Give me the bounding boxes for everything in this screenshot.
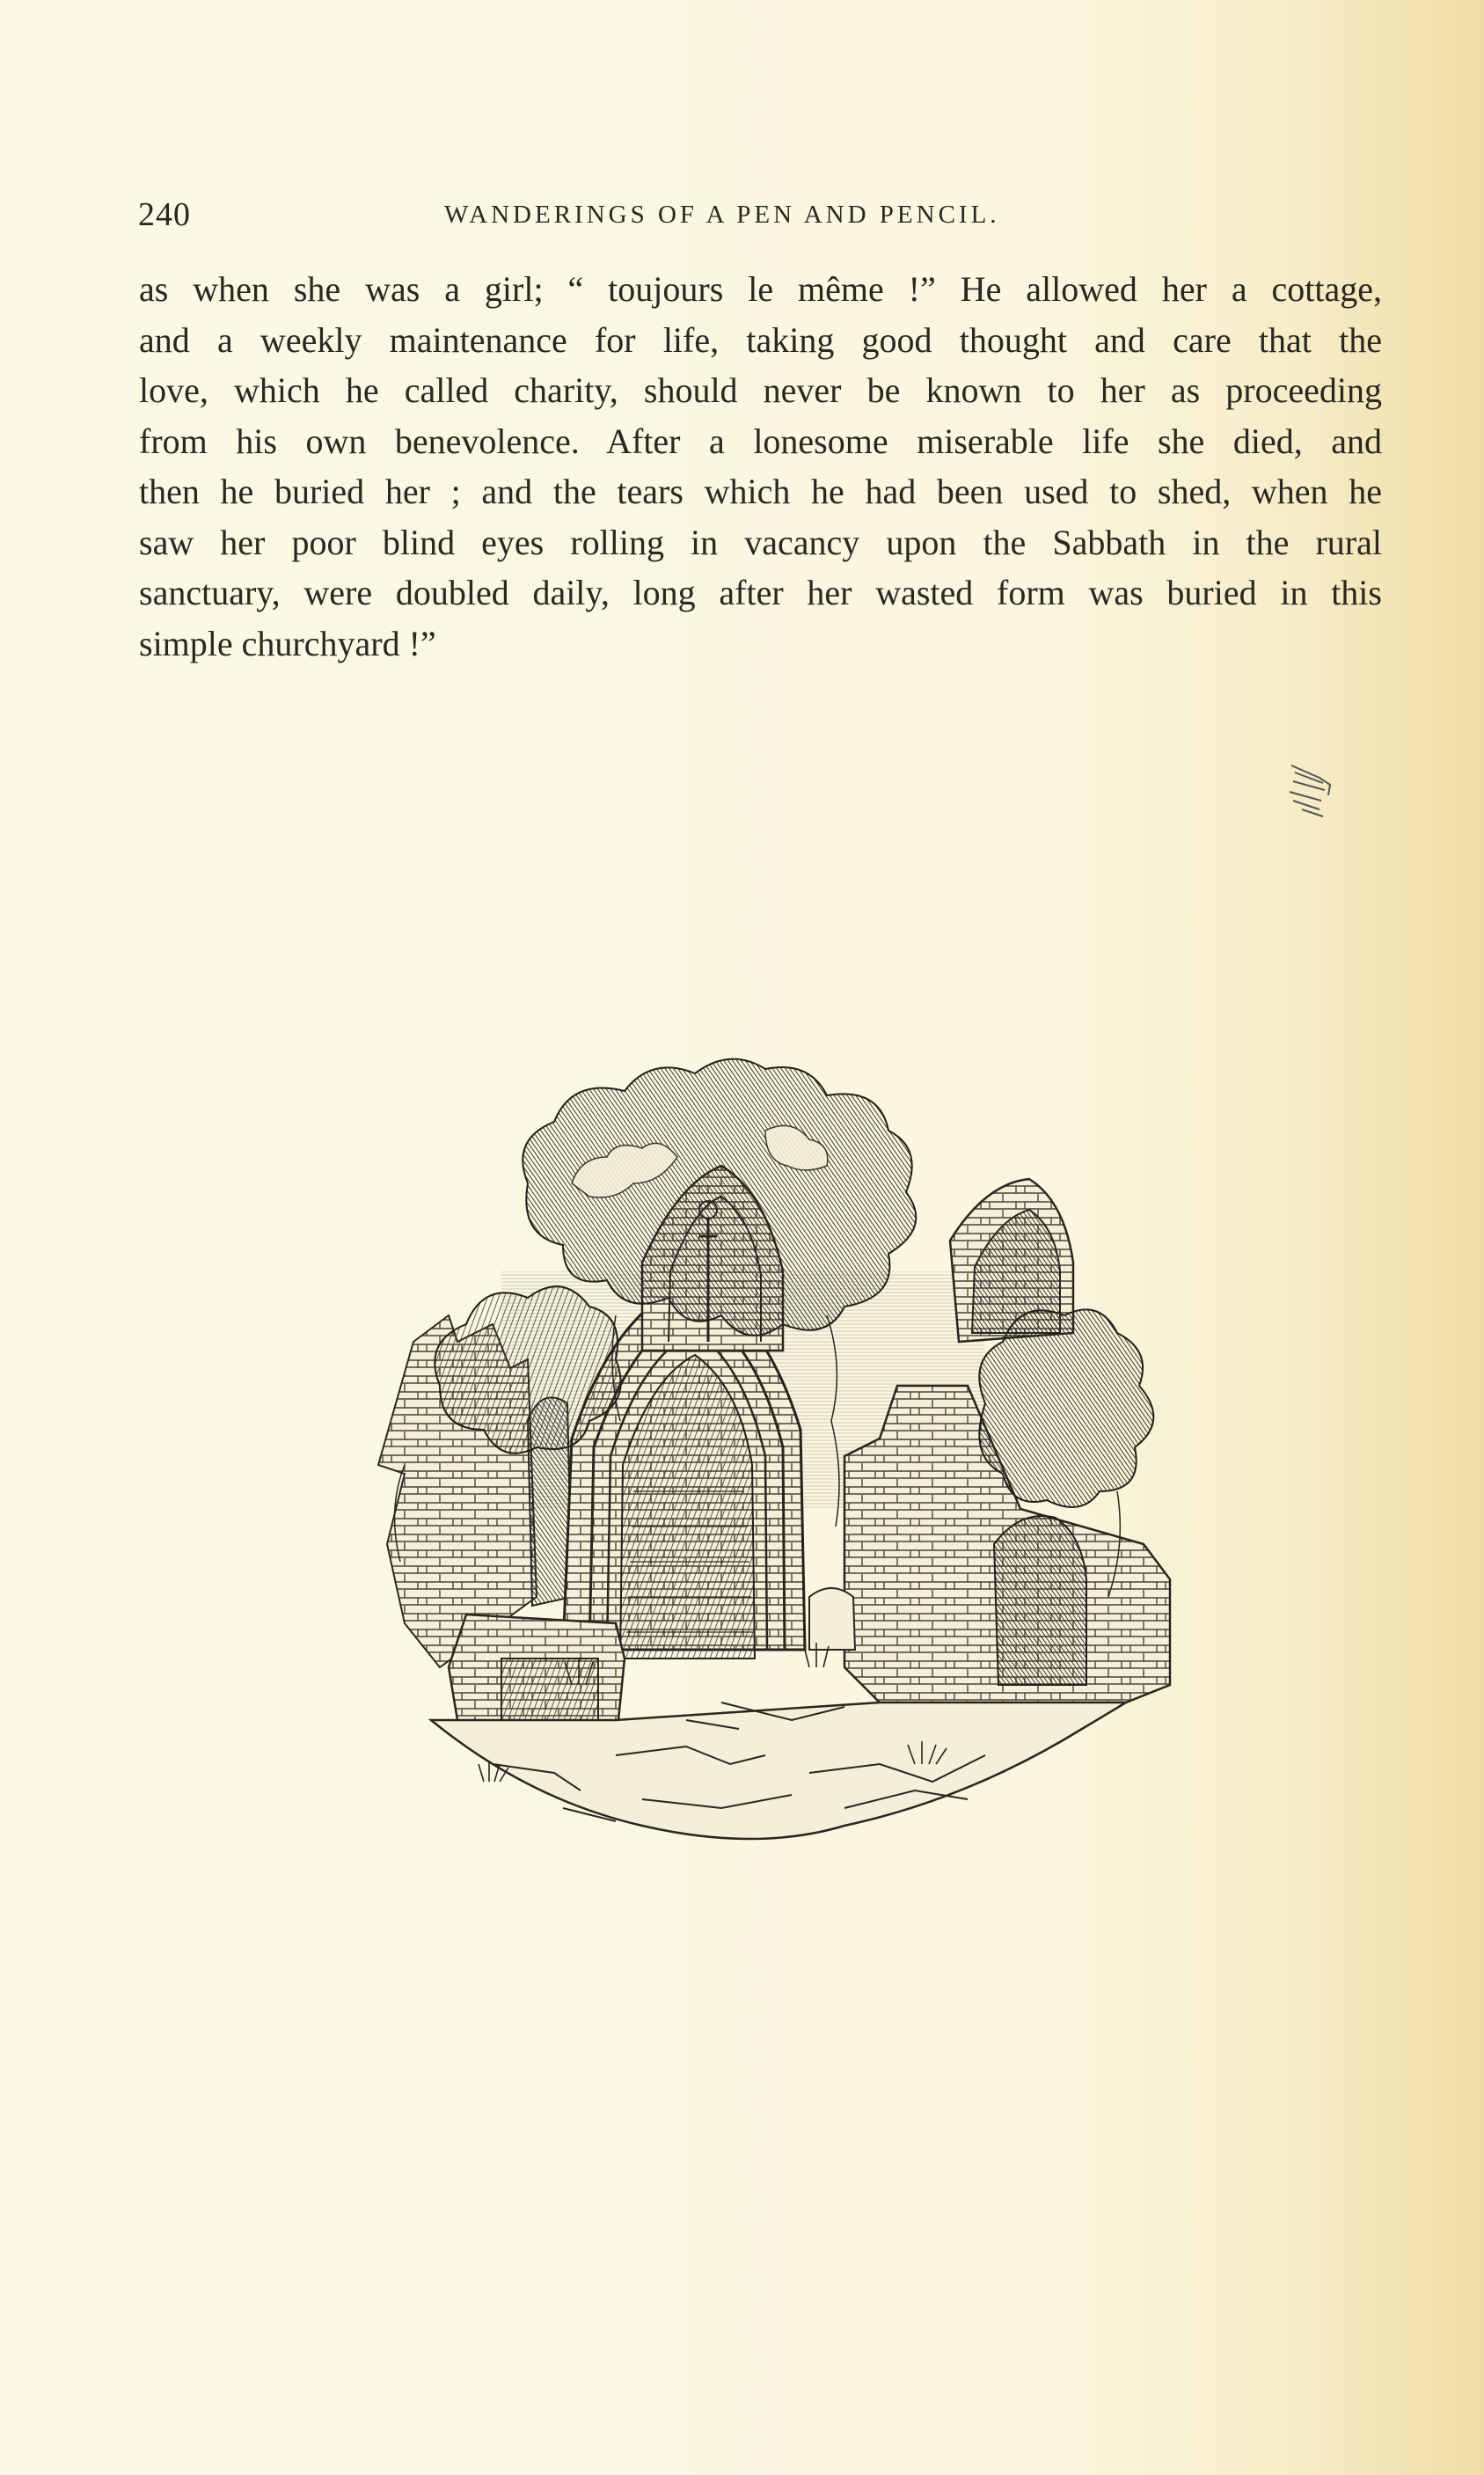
text-line: then he buried her ; and the tears which he had been used to shed, when he — [139, 472, 1382, 511]
page-number: 240 — [138, 196, 191, 233]
running-head — [138, 195, 1387, 239]
ruined-chapel-illustration — [352, 1051, 1188, 1870]
text-line: love, which he called charity, should never be known to her as proceeding — [139, 370, 1382, 410]
ink-speck — [1284, 757, 1346, 827]
text-line: as when she was a girl; “ toujours le même !” He allowed her a cottage, — [139, 269, 1382, 309]
body-text — [139, 264, 1382, 669]
text-line: and a weekly maintenance for life, taking good thought and care that the — [139, 319, 1382, 360]
running-title: WANDERINGS OF A PEN AND PENCIL. — [444, 201, 1000, 229]
text-line: sanctuary, were doubled daily, long after her wasted form was buried in this — [139, 573, 1382, 612]
text-line: simple churchyard !” — [139, 623, 436, 663]
text-line: from his own benevolence. After a lonesome miserable life she died, and — [139, 421, 1382, 461]
text-line: saw her poor blind eyes rolling in vacancy upon the Sabbath in the rural — [139, 522, 1382, 562]
